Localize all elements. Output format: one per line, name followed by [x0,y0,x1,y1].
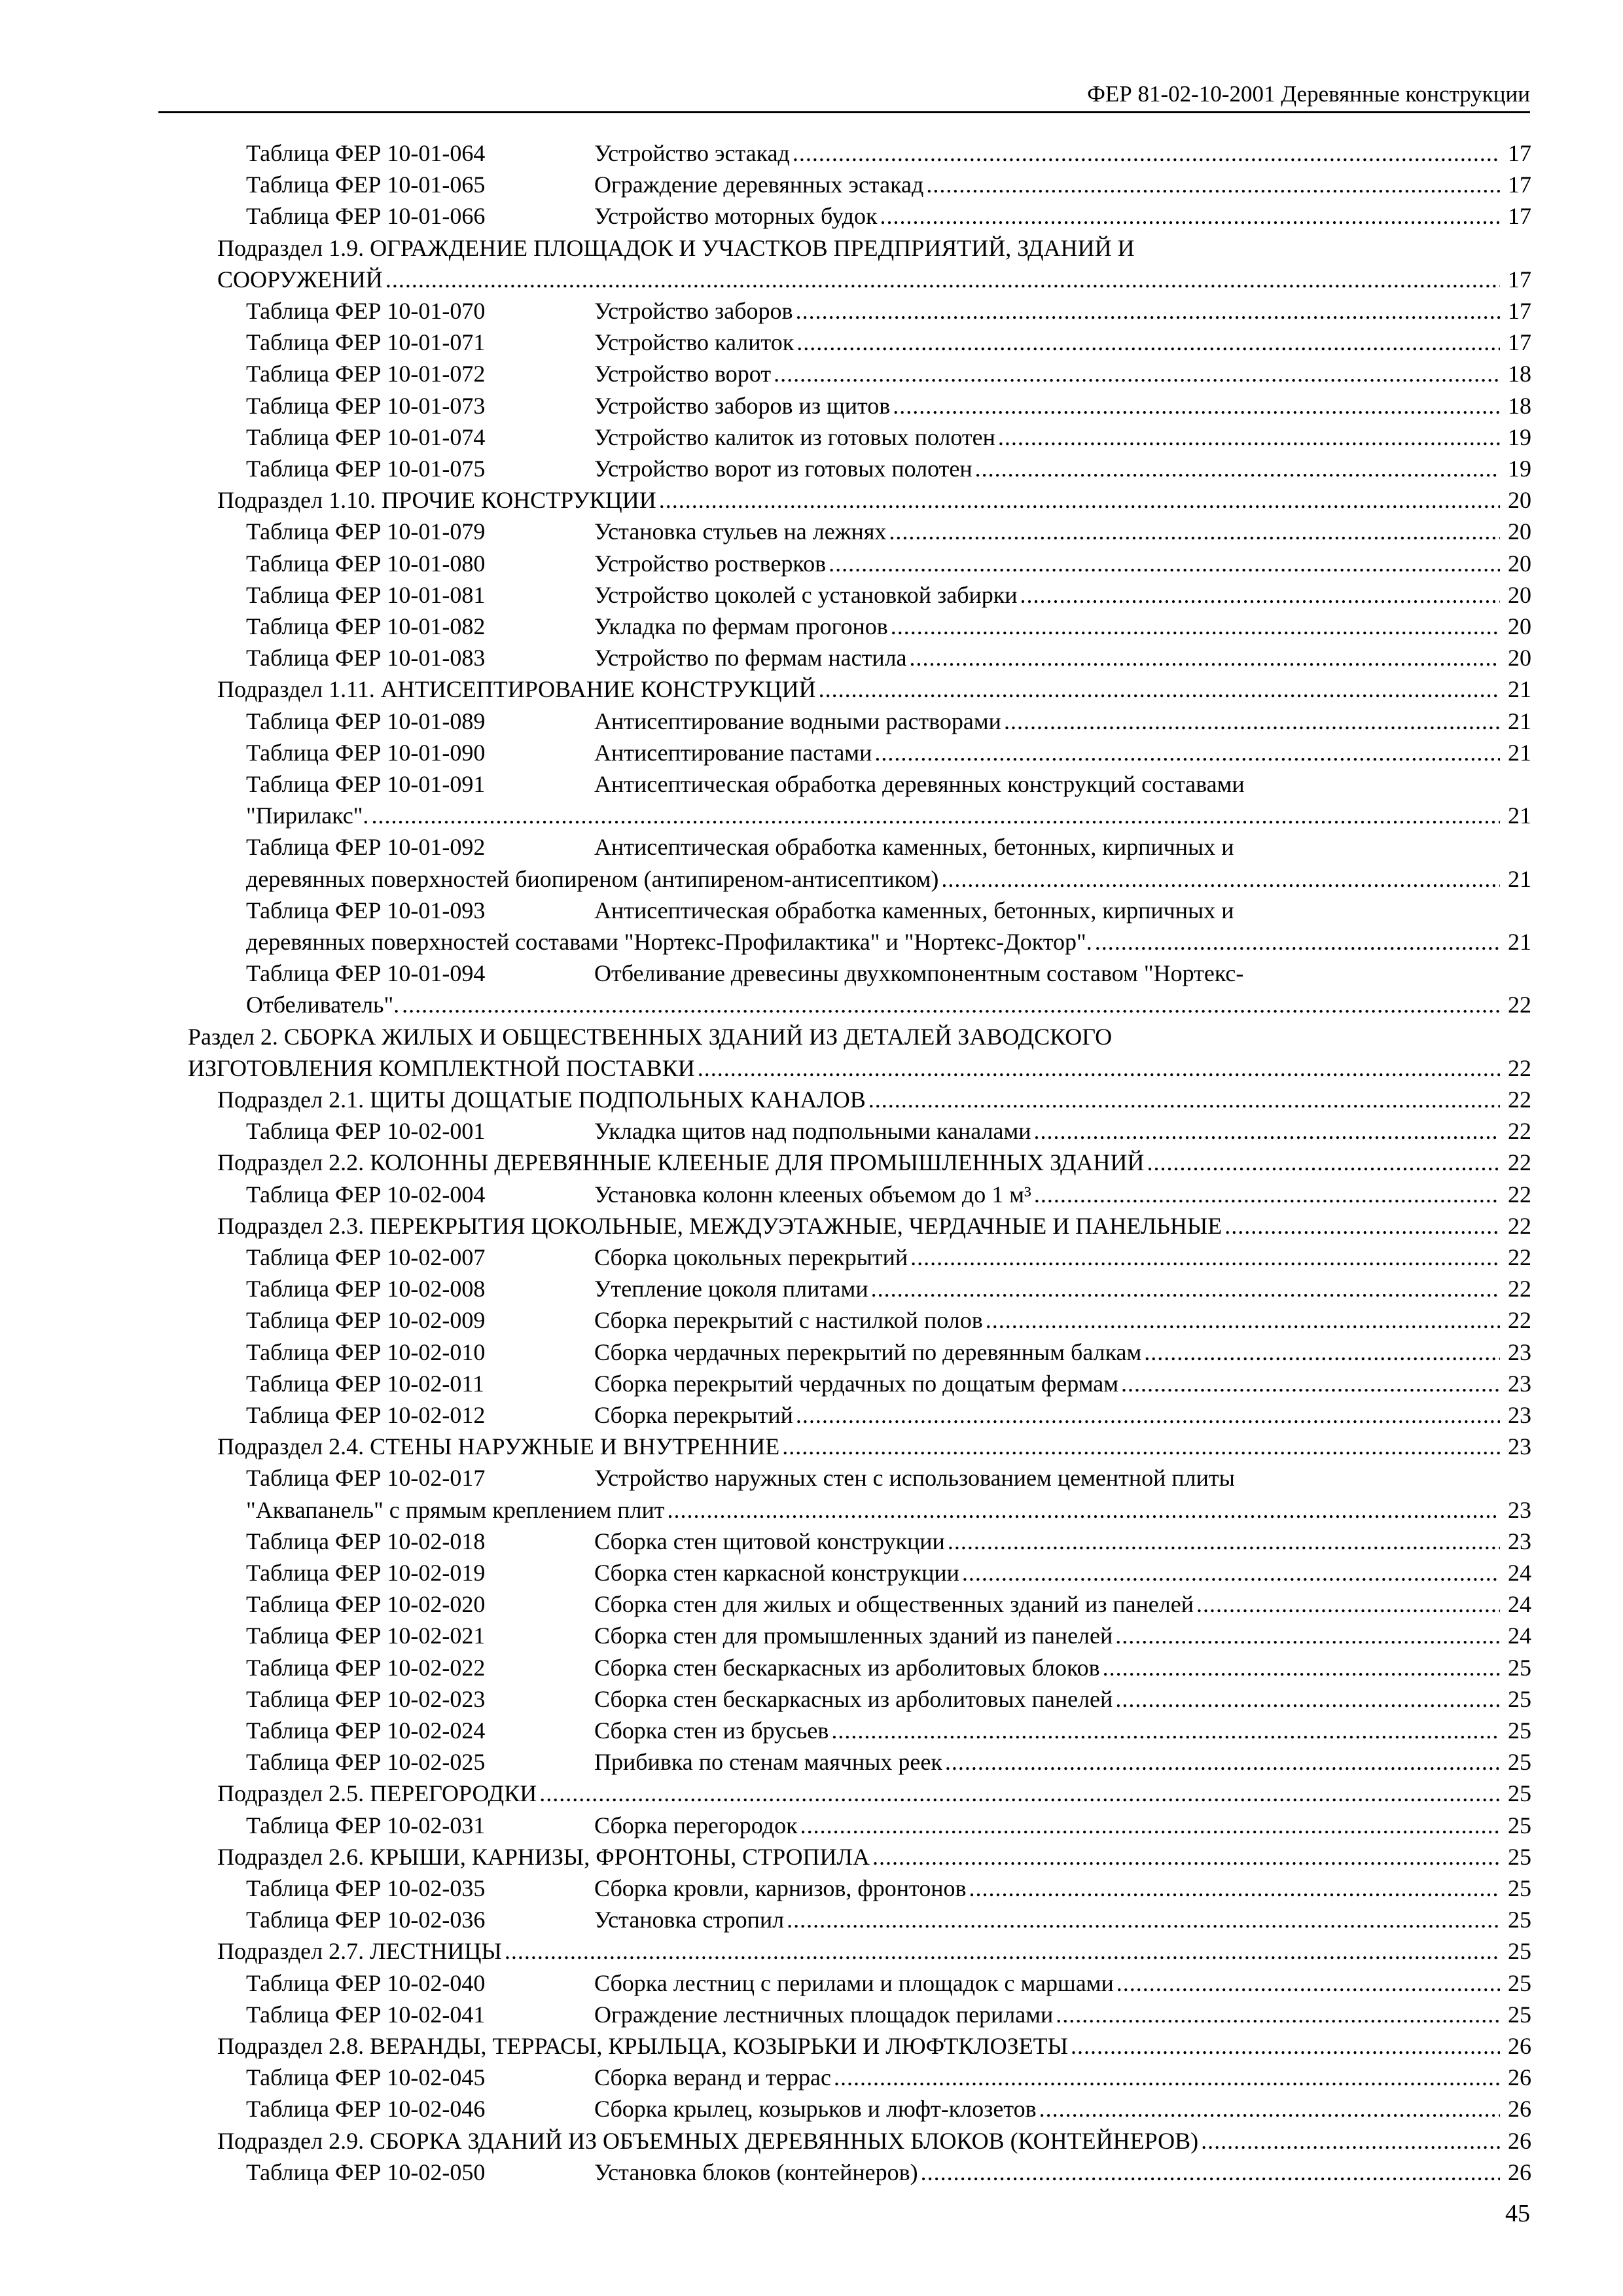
toc-table-code: Таблица ФЕР 10-01-091 [246,771,486,797]
toc-line [217,1935,1531,1967]
toc-page-ref: 20 [1508,487,1531,513]
toc-entry-title: Сборка перекрытий с настилкой полов [594,1307,983,1333]
toc-table-code: Таблица ФЕР 10-01-064 [246,140,486,166]
toc-entry-title: Подраздел 2.2. КОЛОННЫ ДЕРЕВЯННЫЕ КЛЕЕНЫЕ ДЛЯ ПРОМЫШЛЕННЫХ ЗДАНИЙ [217,1149,1145,1175]
toc-table-code: Таблица ФЕР 10-01-093 [246,897,486,924]
toc-page-ref: 17 [1508,203,1531,229]
toc-table-code: Таблица ФЕР 10-01-080 [246,550,486,577]
toc-entry-title: Ограждение лестничных площадок перилами [594,2001,1054,2028]
toc-line [246,1526,1531,1557]
toc-line [246,1368,1531,1399]
dot-leader [659,484,1500,516]
toc-page-ref: 20 [1508,613,1531,639]
toc-line [246,1462,1531,1494]
toc-line [246,611,1531,642]
toc-table-code: Таблица ФЕР 10-01-092 [246,834,486,860]
toc-line [217,484,1531,516]
toc-table-code: Таблица ФЕР 10-02-011 [246,1371,485,1397]
toc-line [246,1715,1531,1746]
toc-page-ref: 22 [1508,1244,1531,1270]
toc-table-code: Таблица ФЕР 10-01-066 [246,203,486,229]
toc-table-code: Таблица ФЕР 10-02-036 [246,1907,486,1933]
toc-table-code: Таблица ФЕР 10-02-007 [246,1244,486,1270]
dot-leader [969,1873,1500,1904]
toc-entry-title: Сборка крылец, козырьков и люфт-клозетов [594,2096,1037,2122]
dot-leader [796,327,1500,358]
toc-page-ref: 21 [1508,708,1531,734]
dot-leader [889,516,1500,547]
dot-leader [371,800,1500,831]
toc-line [217,2125,1531,2157]
toc-entry-title: Антисептирование пастами [594,740,872,766]
toc-line [217,1147,1531,1178]
toc-entry-title: Сборка перекрытий [594,1402,793,1428]
toc-line [246,989,1531,1020]
toc-table-code: Таблица ФЕР 10-01-083 [246,645,486,671]
toc-table-code: Таблица ФЕР 10-02-008 [246,1276,486,1302]
toc-table-code: Таблица ФЕР 10-02-046 [246,2096,486,2122]
toc-entry-title: Подраздел 2.9. СБОРКА ЗДАНИЙ ИЗ ОБЪЕМНЫХ ДЕРЕВЯННЫХ БЛОКОВ (КОНТЕЙНЕРОВ) [217,2128,1199,2154]
toc-line [246,1273,1531,1304]
toc-table-code: Таблица ФЕР 10-01-074 [246,424,486,450]
toc-line [246,1399,1531,1431]
toc-page-ref: 26 [1508,2096,1531,2122]
dot-leader [910,642,1500,673]
toc-line [246,863,1531,895]
toc-entry-title: Сборка кровли, карнизов, фронтонов [594,1875,967,1901]
toc-page-ref: 21 [1508,866,1531,892]
toc-table-code: Таблица ФЕР 10-01-072 [246,361,486,387]
toc-entry-title: Устройство ворот [594,361,772,387]
dot-leader [668,1494,1500,1526]
toc-table-code: Таблица ФЕР 10-01-082 [246,613,486,639]
toc-entry-title: Антисептическая обработка каменных, бетонных, кирпичных и [594,834,1234,860]
toc-page-ref: 22 [1508,1307,1531,1333]
toc-entry-title: Антисептическая обработка деревянных конструкций составами [594,771,1245,797]
toc-line [246,516,1531,547]
toc-table-code: Таблица ФЕР 10-02-004 [246,1181,486,1208]
toc-entry-title: Устройство ростверков [594,550,827,577]
toc-line [246,1494,1531,1526]
toc-line [217,264,1531,295]
toc-table-code: Таблица ФЕР 10-01-073 [246,393,486,419]
toc-entry-title: Сборка стен бескаркасных из арболитовых панелей [594,1686,1113,1712]
dot-leader [1056,1999,1500,2030]
toc-entry-title: Сборка перекрытий чердачных по дощатым фермам [594,1371,1118,1397]
toc-line [246,958,1531,989]
toc-table-code: Таблица ФЕР 10-02-021 [246,1623,486,1649]
toc-line [246,548,1531,579]
toc-line [246,579,1531,611]
toc-page-ref: 21 [1508,929,1531,955]
dot-leader [796,1399,1500,1431]
dot-leader [539,1778,1500,1809]
toc-line [246,2093,1531,2125]
toc-table-code: Таблица ФЕР 10-02-017 [246,1465,486,1491]
toc-page-ref: 22 [1508,1213,1531,1239]
toc-page-ref: 22 [1508,1149,1531,1175]
toc-line [246,1115,1531,1147]
dot-leader [986,1304,1500,1336]
toc-entry-title: Подраздел 1.9. ОГРАЖДЕНИЕ ПЛОЩАДОК И УЧАСТКОВ ПРЕДПРИЯТИЙ, ЗДАНИЙ И [217,235,1135,261]
toc-entry-title: Сборка стен каркасной конструкции [594,1560,959,1586]
toc-page-ref: 26 [1508,2064,1531,2090]
toc-entry-title: Установка колонн клееных объемом до 1 м³ [594,1181,1031,1208]
toc-line [246,169,1531,200]
dot-leader [782,1431,1500,1462]
toc-entry-title: Сборка стен для жилых и общественных зданий из панелей [594,1591,1194,1617]
dot-leader [787,1904,1500,1935]
toc-line [188,1052,1531,1084]
toc-page-ref: 26 [1508,2033,1531,2059]
toc-entry-title: Отбеливание древесины двухкомпонентным составом "Нортекс- [594,960,1244,986]
toc-entry-title: Установка стропил [594,1907,785,1933]
toc-page-ref: 25 [1508,1970,1531,1996]
toc-line [217,1778,1531,1809]
dot-leader [1147,1147,1500,1178]
dot-leader [1071,2030,1500,2062]
dot-leader [800,1810,1500,1841]
toc-table-code: Таблица ФЕР 10-01-071 [246,329,486,355]
toc-page-ref: 26 [1508,2128,1531,2154]
toc-line [246,1242,1531,1273]
toc-page-ref: 20 [1508,645,1531,671]
toc-page-ref: 23 [1508,1402,1531,1428]
dot-leader [385,264,1500,295]
dot-leader [774,358,1500,389]
toc-line [246,1336,1531,1368]
dot-leader [402,989,1500,1020]
toc-page-ref: 25 [1508,1875,1531,1901]
toc-line [217,1841,1531,1873]
dot-leader [793,137,1500,169]
toc-page-ref: 25 [1508,1717,1531,1744]
toc-table-code: Таблица ФЕР 10-02-012 [246,1402,486,1428]
toc-entry-title: Подраздел 2.5. ПЕРЕГОРОДКИ [217,1780,537,1806]
toc-page-ref: 24 [1508,1623,1531,1649]
dot-leader [1224,1210,1500,1242]
toc-line [246,895,1531,926]
dot-leader [926,169,1500,200]
toc-line [217,2030,1531,2062]
toc-entry-title: Прибивка по стенам маячных реек [594,1749,942,1775]
toc-page-ref: 25 [1508,1686,1531,1712]
toc-table-code: Таблица ФЕР 10-01-094 [246,960,486,986]
header-title: ФЕР 81-02-10-2001 Деревянные конструкции [1087,81,1530,107]
toc-table-code: Таблица ФЕР 10-02-050 [246,2159,486,2185]
toc-entry-title: Устройство калиток [594,329,794,355]
toc-table-code: Таблица ФЕР 10-02-025 [246,1749,486,1775]
toc-entry-title: Антисептическая обработка каменных, бетонных, кирпичных и [594,897,1234,924]
toc-line [246,1304,1531,1336]
toc-line [246,768,1531,800]
toc-page-ref: 23 [1508,1433,1531,1460]
dot-leader [829,548,1500,579]
toc-entry-title: Утепление цоколя плитами [594,1276,868,1302]
toc-line [246,1873,1531,1904]
toc-entry-title: Устройство ворот из готовых полотен [594,456,972,482]
toc-entry-title: Подраздел 2.7. ЛЕСТНИЦЫ [217,1938,502,1964]
toc-line [246,831,1531,863]
toc-entry-title: Подраздел 2.4. СТЕНЫ НАРУЖНЫЕ И ВНУТРЕННИЕ [217,1433,780,1460]
toc-line [246,1967,1531,1999]
toc-table-code: Таблица ФЕР 10-02-040 [246,1970,486,1996]
toc-entry-title: Подраздел 2.6. КРЫШИ, КАРНИЗЫ, ФРОНТОНЫ, СТРОПИЛА [217,1844,870,1870]
dot-leader [1039,2093,1500,2125]
toc-page-ref: 21 [1508,802,1531,829]
dot-leader [819,673,1500,705]
dot-leader [505,1935,1500,1967]
toc-table-code: Таблица ФЕР 10-02-022 [246,1655,486,1681]
toc-table-code: Таблица ФЕР 10-02-031 [246,1812,486,1839]
toc-line [246,327,1531,358]
toc-line [246,706,1531,737]
toc-table-code: Таблица ФЕР 10-01-070 [246,298,486,324]
toc-entry-title: Подраздел 2.1. ЩИТЫ ДОЩАТЫЕ ПОДПОЛЬНЫХ КАНАЛОВ [217,1086,866,1113]
toc-page-ref: 25 [1508,1780,1531,1806]
toc-line [246,137,1531,169]
dot-leader [1144,1336,1500,1368]
toc-page-ref: 22 [1508,1055,1531,1081]
toc-page-ref: 19 [1508,456,1531,482]
toc-table-code: Таблица ФЕР 10-01-079 [246,518,486,545]
dot-leader [998,422,1500,453]
toc-entry-title: Укладка по фермам прогонов [594,613,888,639]
page-header [158,73,1530,113]
toc-page-ref: 22 [1508,1086,1531,1113]
toc-line [217,1210,1531,1242]
toc-page-ref: 22 [1508,1118,1531,1144]
toc-entry-title: Подраздел 1.11. АНТИСЕПТИРОВАНИЕ КОНСТРУКЦИЙ [217,676,816,702]
toc-line [246,926,1531,958]
toc-entry-title: Раздел 2. СБОРКА ЖИЛЫХ И ОБЩЕСТВЕННЫХ ЗДАНИЙ ИЗ ДЕТАЛЕЙ ЗАВОДСКОГО [188,1024,1113,1050]
dot-leader [891,611,1500,642]
toc-page-ref: 20 [1508,550,1531,577]
toc-page-ref: 17 [1508,266,1531,293]
dot-leader [1034,1115,1501,1147]
toc-line [246,800,1531,831]
toc-line [246,2157,1531,2188]
dot-leader [1196,1588,1500,1620]
toc-line [246,422,1531,453]
toc-page-ref: 23 [1508,1497,1531,1523]
toc-entry-title: Сборка стен щитовой конструкции [594,1528,945,1554]
dot-leader [796,295,1500,327]
toc-entry-title: деревянных поверхностей составами "Нортекс-Профилактика" и "Нортекс-Доктор". [246,929,1092,955]
dot-leader [945,1746,1500,1778]
dot-leader [893,390,1500,422]
toc-entry-title: Антисептирование водными растворами [594,708,1001,734]
toc-page-ref: 25 [1508,1907,1531,1933]
toc-entry-title: Сборка лестниц с перилами и площадок с маршами [594,1970,1114,1996]
toc-line [217,232,1531,264]
toc-page-ref: 23 [1508,1339,1531,1365]
toc-table-code: Таблица ФЕР 10-01-090 [246,740,486,766]
dot-leader [1103,1652,1500,1683]
toc-table-code: Таблица ФЕР 10-02-023 [246,1686,486,1712]
toc-page-ref: 22 [1508,992,1531,1018]
toc-entry-title: Подраздел 1.10. ПРОЧИЕ КОНСТРУКЦИИ [217,487,656,513]
toc-entry-title: СООРУЖЕНИЙ [217,266,383,293]
toc-line [246,1683,1531,1715]
toc-entry-title: Установка блоков (контейнеров) [594,2159,918,2185]
toc-line [217,673,1531,705]
dot-leader [831,1715,1500,1746]
toc-entry-title: Устройство заборов из щитов [594,393,891,419]
toc-table-code: Таблица ФЕР 10-01-081 [246,582,486,608]
dot-leader [872,1841,1500,1873]
dot-leader [921,2157,1500,2188]
toc-entry-title: Устройство по фермам настила [594,645,907,671]
toc-entry-title: "Аквапанель" с прямым креплением плит [246,1497,665,1523]
toc-table-code: Таблица ФЕР 10-02-035 [246,1875,486,1901]
toc-line [246,1746,1531,1778]
toc-table-code: Таблица ФЕР 10-02-024 [246,1717,486,1744]
dot-leader [948,1526,1500,1557]
dot-leader [1201,2125,1500,2157]
toc-line [246,1904,1531,1935]
toc-entry-title: Устройство цоколей с установкой забирки [594,582,1018,608]
page-number: 45 [1505,2200,1530,2227]
dot-leader [1115,1620,1500,1651]
toc-table-code: Таблица ФЕР 10-02-020 [246,1591,486,1617]
toc-line [246,2062,1531,2093]
toc-page-ref: 25 [1508,1844,1531,1870]
dot-leader [698,1052,1500,1084]
toc-line [246,1810,1531,1841]
toc-table-code: Таблица ФЕР 10-01-089 [246,708,486,734]
toc-line [246,390,1531,422]
toc-table-code: Таблица ФЕР 10-01-065 [246,171,486,198]
toc-table-code: Таблица ФЕР 10-02-010 [246,1339,486,1365]
toc-page-ref: 17 [1508,329,1531,355]
toc-table-code: Таблица ФЕР 10-02-018 [246,1528,486,1554]
dot-leader [871,1273,1500,1304]
toc-page-ref: 23 [1508,1528,1531,1554]
toc-line [246,1620,1531,1651]
dot-leader [1115,1683,1500,1715]
dot-leader [868,1084,1500,1115]
toc-entry-title: Устройство моторных будок [594,203,878,229]
toc-line [246,1999,1531,2030]
dot-leader [962,1557,1500,1588]
toc-entry-title: Ограждение деревянных эстакад [594,171,924,198]
toc-entry-title: Отбеливатель". [246,992,400,1018]
toc-table-code: Таблица ФЕР 10-02-019 [246,1560,486,1586]
toc-line [246,1652,1531,1683]
toc-entry-title: Подраздел 2.3. ПЕРЕКРЫТИЯ ЦОКОЛЬНЫЕ, МЕЖДУЭТАЖНЫЕ, ЧЕРДАЧНЫЕ И ПАНЕЛЬНЫЕ [217,1213,1222,1239]
dot-leader [1116,1967,1500,1999]
toc-entry-title: Укладка щитов над подпольными каналами [594,1118,1031,1144]
toc-entry-title: Устройство эстакад [594,140,790,166]
toc-page-ref: 21 [1508,740,1531,766]
toc-page-ref: 17 [1508,298,1531,324]
toc-line [188,1021,1531,1052]
toc-line [217,1431,1531,1462]
toc-entry-title: Устройство калиток из готовых полотен [594,424,995,450]
dot-leader [874,737,1500,768]
toc-entry-title: Подраздел 2.8. ВЕРАНДЫ, ТЕРРАСЫ, КРЫЛЬЦА, КОЗЫРЬКИ И ЛЮФТКЛОЗЕТЫ [217,2033,1069,2059]
toc-line [246,642,1531,673]
toc-line [246,1588,1531,1620]
dot-leader [1020,579,1500,611]
toc-entry-title: Сборка веранд и террас [594,2064,831,2090]
toc-entry-title: "Пирилакс". [246,802,369,829]
toc-page-ref: 17 [1508,171,1531,198]
dot-leader [880,200,1500,232]
toc-entry-title: Устройство заборов [594,298,793,324]
toc-entry-title: Сборка цокольных перекрытий [594,1244,908,1270]
toc-entry-title: Сборка стен из брусьев [594,1717,829,1744]
toc-line [217,1084,1531,1115]
toc-page-ref: 20 [1508,582,1531,608]
toc-page-ref: 25 [1508,1749,1531,1775]
toc-entry-title: Сборка стен бескаркасных из арболитовых блоков [594,1655,1100,1681]
toc-table-code: Таблица ФЕР 10-02-045 [246,2064,486,2090]
toc-line [246,1179,1531,1210]
toc-line [246,295,1531,327]
toc-page-ref: 20 [1508,518,1531,545]
toc-entry-title: деревянных поверхностей биопиреном (антипиреном-антисептиком) [246,866,939,892]
toc-table-code: Таблица ФЕР 10-01-075 [246,456,486,482]
toc-entry-title: Сборка перегородок [594,1812,798,1839]
toc-page-ref: 21 [1508,676,1531,702]
toc-page-ref: 26 [1508,2159,1531,2185]
dot-leader [1034,1179,1500,1210]
dot-leader [1004,706,1500,737]
toc-page-ref: 24 [1508,1560,1531,1586]
toc-page-ref: 25 [1508,1655,1531,1681]
toc-page-ref: 17 [1508,140,1531,166]
dot-leader [1121,1368,1500,1399]
dot-leader [910,1242,1500,1273]
toc-entry-title: ИЗГОТОВЛЕНИЯ КОМПЛЕКТНОЙ ПОСТАВКИ [188,1055,695,1081]
toc-page-ref: 24 [1508,1591,1531,1617]
toc-page-ref: 25 [1508,2001,1531,2028]
toc-page-ref: 22 [1508,1276,1531,1302]
toc-line [246,1557,1531,1588]
toc-page-ref: 25 [1508,1938,1531,1964]
dot-leader [1095,926,1500,958]
dot-leader [834,2062,1500,2093]
toc-page-ref: 23 [1508,1371,1531,1397]
toc-line [246,737,1531,768]
toc-page-ref: 18 [1508,361,1531,387]
toc-entry-title: Сборка чердачных перекрытий по деревянным балкам [594,1339,1142,1365]
toc-entry-title: Установка стульев на лежнях [594,518,887,545]
toc-line [246,358,1531,389]
toc-page-ref: 19 [1508,424,1531,450]
dot-leader [941,863,1500,895]
dot-leader [975,453,1500,484]
toc-table-code: Таблица ФЕР 10-02-009 [246,1307,486,1333]
toc-entry-title: Сборка стен для промышленных зданий из панелей [594,1623,1113,1649]
toc-table-code: Таблица ФЕР 10-02-041 [246,2001,486,2028]
toc-page-ref: 25 [1508,1812,1531,1839]
toc-table-code: Таблица ФЕР 10-02-001 [246,1118,486,1144]
toc-page-ref: 18 [1508,393,1531,419]
toc-page-ref: 22 [1508,1181,1531,1208]
toc-line [246,453,1531,484]
toc-entry-title: Устройство наружных стен с использованием цементной плиты [594,1465,1235,1491]
toc-line [246,200,1531,232]
